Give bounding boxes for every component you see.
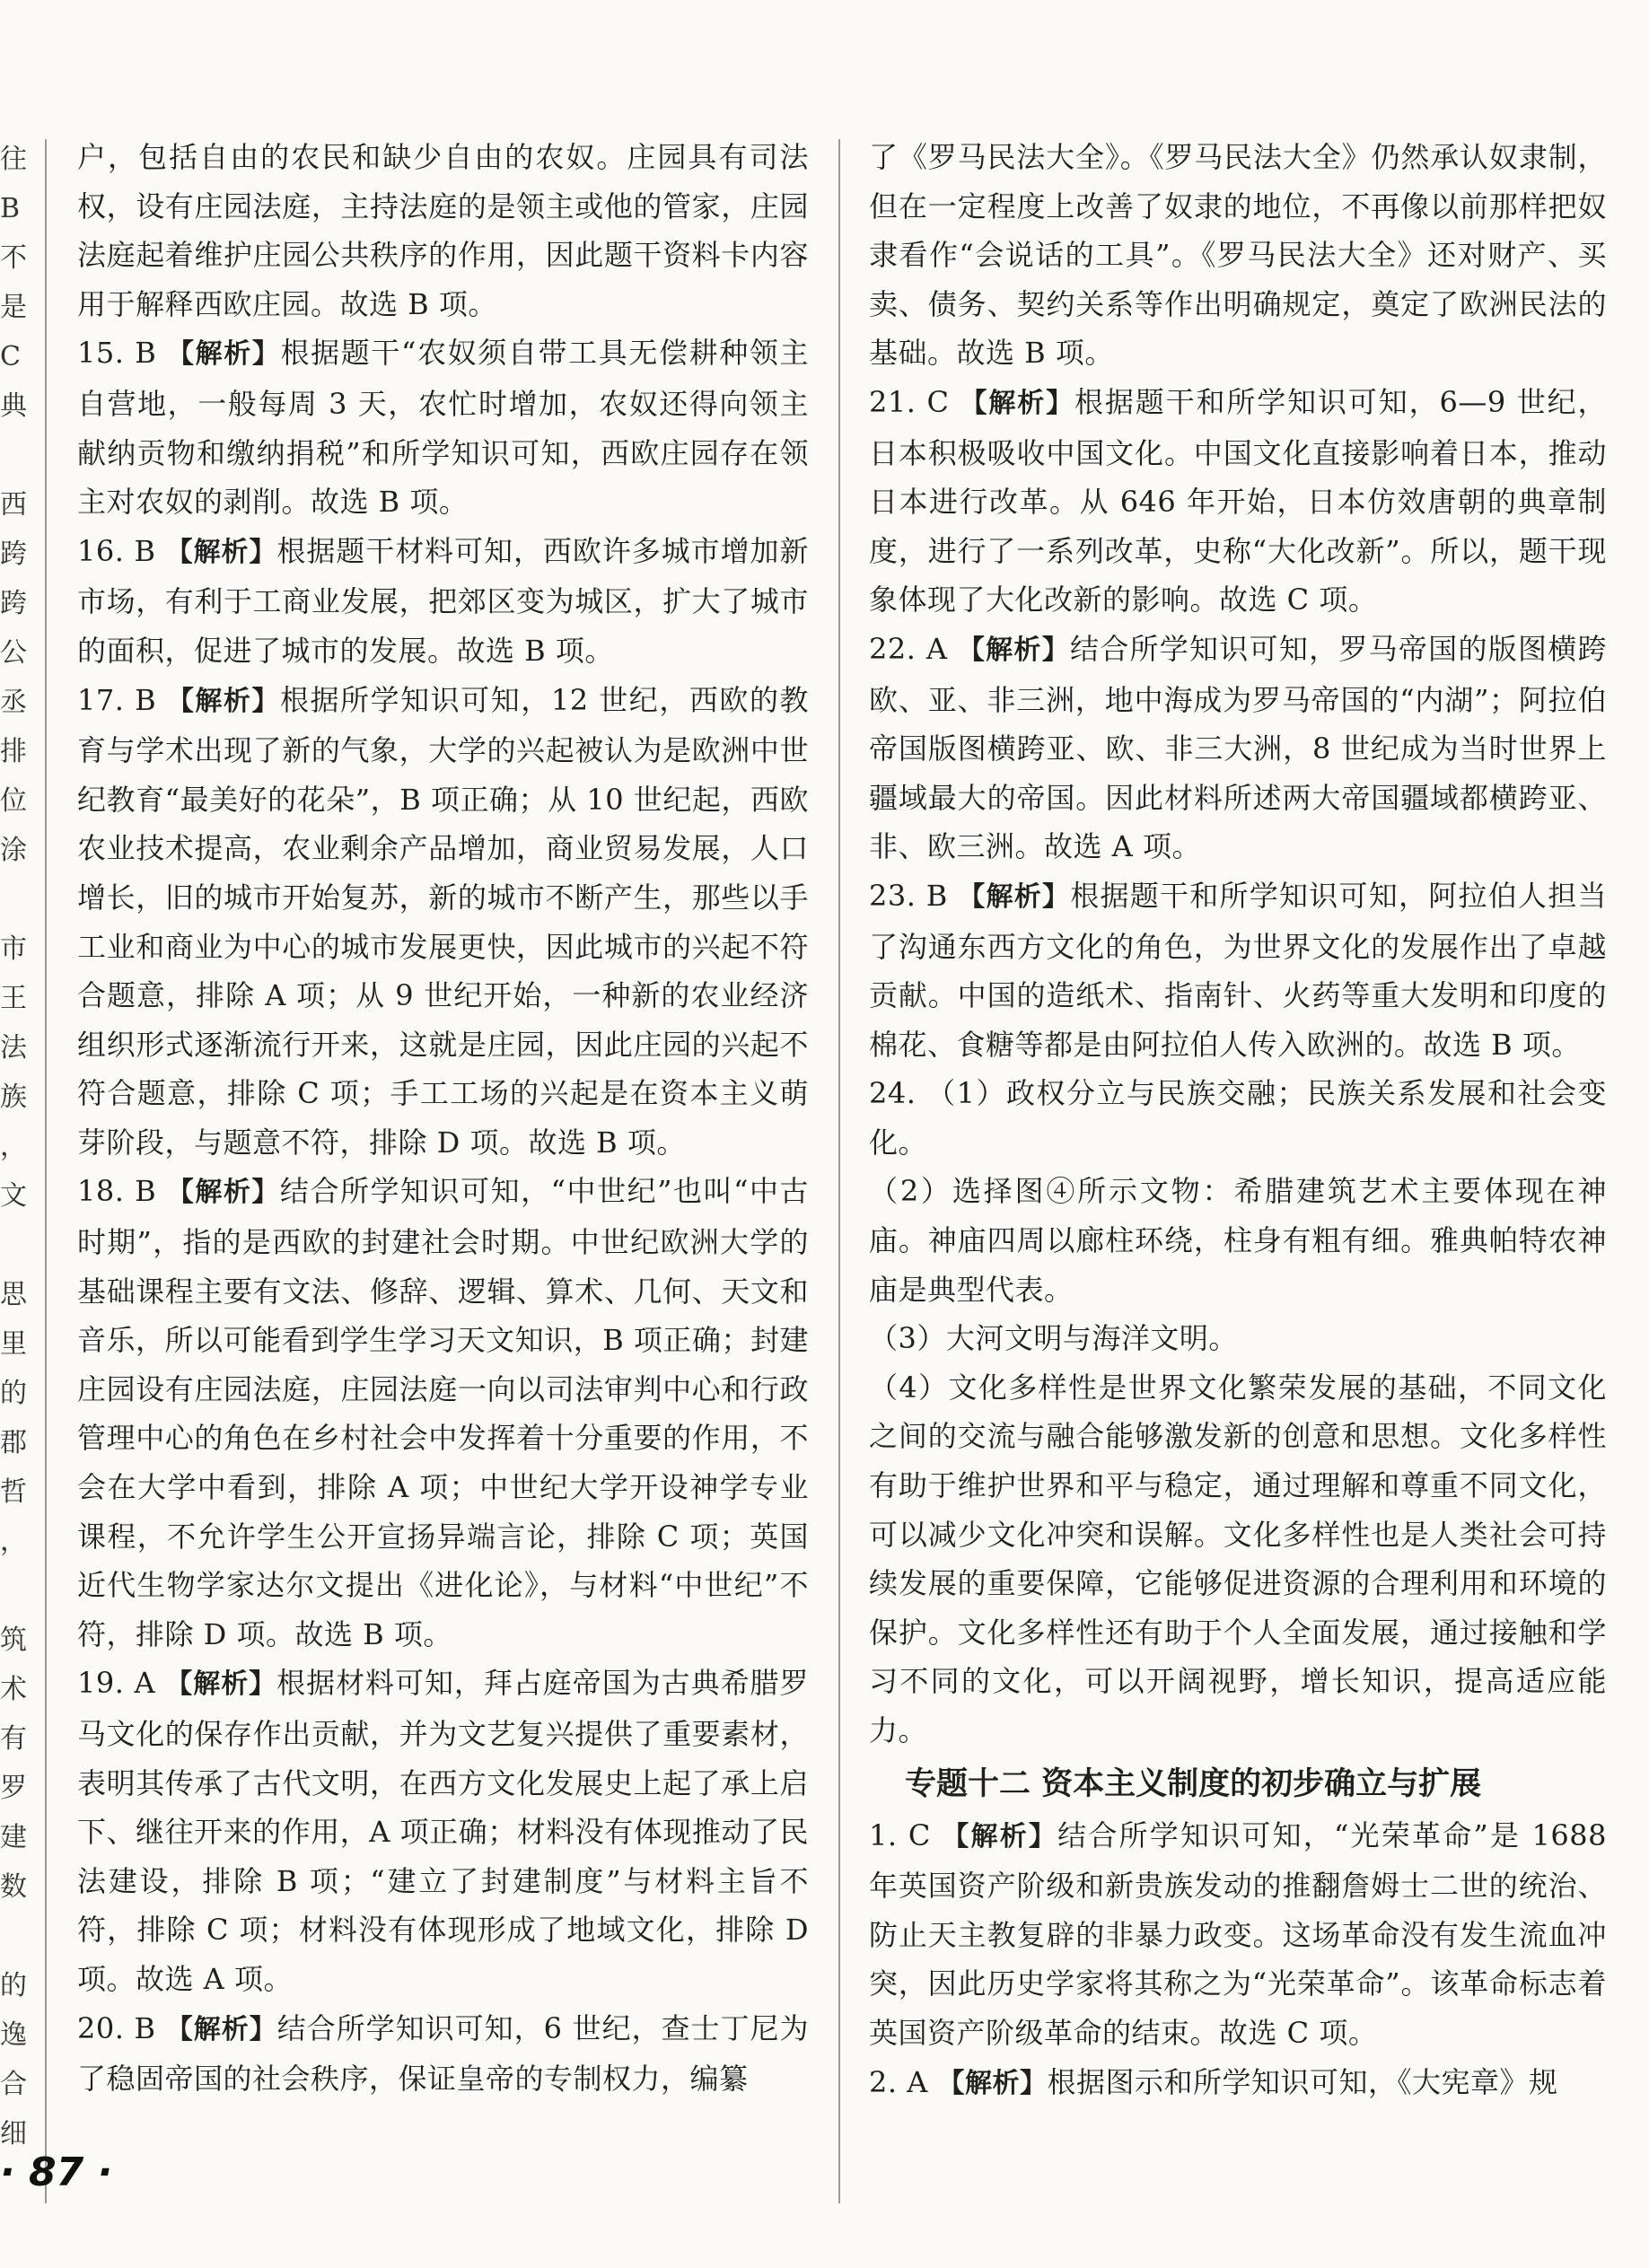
question-number: 20. B [77, 2010, 166, 2045]
question-number: 2. A [869, 2064, 938, 2099]
margin-char [0, 431, 27, 480]
answer-text: 根据所学知识可知，12 世纪，西欧的教育与学术出现了新的气象，大学的兴起被认为是欧洲中世纪教育“最美好的花朵”，B 项正确；从 10 世纪起，西欧农业技术提高，农业剩余产品增加，商业贸易发展，人口增长，旧的城市开始复苏，新的城市不断产生，那些以手工业和商业为中心的城市发展更快，因此城市的兴起不符合题意，排除 A 项；从 9 世纪开始，一种新的农业经济组织形式逐渐流行开来，这就是庄园，因此庄园的兴起不符合题意，排除 C 项；手工工场的兴起是在资本主义萌芽阶段，与题意不符，排除 D 项。故选 B 项。 [77, 682, 809, 1160]
answer-paragraph [77, 527, 809, 676]
question-number: 24. [869, 1076, 927, 1111]
margin-char: 罗 [0, 1773, 27, 1804]
answer-text: 结合所学知识可知，“光荣革命”是 1688 年英国资产阶级和新贵族发动的推翻詹姆士二世的统治、防止天主教复辟的非暴力政变。这场革命没有发生流血冲突，因此历史学家将其称之为“光荣革命”。该革命标志着英国资产阶级革命的结束。故选 C 项。 [869, 1817, 1607, 2050]
margin-char: 有 [0, 1723, 27, 1755]
analysis-tag: 【解析】 [165, 1668, 277, 1701]
answer-text: 结合所学知识可知，6 世纪，查士丁尼为了稳固帝国的社会秩序，保证皇帝的专制权力，编纂 [77, 2010, 810, 2097]
margin-char: B [0, 193, 21, 224]
margin-char: 哲 [0, 1476, 27, 1508]
margin-char: 逸 [0, 2019, 27, 2051]
margin-char: 的 [0, 1970, 27, 2001]
answer-paragraph [77, 676, 809, 1168]
answer-paragraph [869, 378, 1607, 625]
section-heading: 专题十二 资本主义制度的初步确立与扩展 [905, 1765, 1482, 1802]
margin-char [0, 875, 27, 924]
margin-char: 合 [0, 2069, 27, 2100]
right-column [869, 133, 1607, 2108]
margin-char: 排 [0, 736, 27, 767]
margin-char: 位 [0, 785, 27, 817]
answer-text: （1）政权分立与民族交融；民族关系发展和社会变化。 [869, 1076, 1607, 1160]
question-number: 19. A [77, 1666, 166, 1701]
margin-char: 西 [0, 489, 27, 521]
left-column [77, 133, 809, 2104]
question-number: 17. B [77, 682, 167, 717]
answer-text: 户，包括自由的农民和缺少自由的农奴。庄园具有司法权，设有庄园法庭，主持法庭的是领主或他的管家，庄园法庭起着维护庄园公共秩序的作用，因此题干资料卡内容用于解释西欧庄园。故选 B 项。 [77, 140, 809, 321]
answer-text: 结合所学知识可知，罗马帝国的版图横跨欧、亚、非三洲，地中海成为罗马帝国的“内湖”；阿拉伯帝国版图横跨亚、欧、非三大洲，8 世纪成为当时世界上疆域最大的帝国。因此材料所述两大帝国疆域都横跨亚、非、欧三洲。故选 A 项。 [869, 631, 1608, 864]
answer-text: （3）大河文明与海洋文明。 [869, 1321, 1238, 1356]
analysis-tag: 【解析】 [958, 880, 1071, 913]
analysis-tag: 【解析】 [167, 338, 281, 371]
analysis-tag: 【解析】 [166, 1177, 280, 1209]
question-number: 1. C [869, 1817, 943, 1852]
page-number: · 87 · [0, 2150, 113, 2195]
margin-char [0, 1566, 27, 1616]
margin-char: ， [0, 1526, 27, 1557]
analysis-tag: 【解析】 [960, 387, 1074, 419]
analysis-tag: 【解析】 [942, 1820, 1058, 1852]
answer-paragraph [869, 133, 1607, 378]
margin-char: 涂 [0, 835, 27, 866]
answer-text: 根据题干和所学知识可知，6—9 世纪，日本积极吸收中国文化。中国文化直接影响着日本，推动日本进行改革。从 646 年开始，日本仿效唐朝的典章制度，进行了一系列改革，史称“大化改新”。所以，题干现象体现了大化改新的影响。故选 C 项。 [869, 384, 1607, 617]
answer-paragraph [869, 1811, 1607, 2058]
margin-char: 不 [0, 242, 27, 274]
margin-char: 法 [0, 1032, 27, 1064]
answer-paragraph [77, 133, 809, 328]
answer-text: 根据题干和所学知识可知，阿拉伯人担当了沟通东西方文化的角色，为世界文化的发展作出了卓越贡献。中国的造纸术、指南针、火药等重大发明和印度的棉花、食糖等都是由阿拉伯人传入欧洲的。故选 B 项。 [869, 878, 1607, 1062]
margin-char: 数 [0, 1871, 27, 1903]
margin-char: 思 [0, 1279, 27, 1310]
answer-paragraph [869, 1167, 1607, 1314]
question-number: 22. A [869, 631, 958, 666]
margin-char: 筑 [0, 1624, 27, 1656]
margin-char: 公 [0, 637, 27, 669]
margin-char: 往 [0, 144, 27, 175]
analysis-tag: 【解析】 [165, 2013, 277, 2045]
answer-text: 根据题干材料可知，西欧许多城市增加新市场，有利于工商业发展，把郊区变为城区，扩大了城市的面积，促进了城市的发展。故选 B 项。 [77, 533, 809, 668]
margin-char: 的 [0, 1378, 27, 1409]
margin-char: 里 [0, 1328, 27, 1360]
margin-char: 文 [0, 1180, 27, 1212]
margin-char: 丞 [0, 687, 27, 718]
center-divider [838, 139, 840, 2203]
answer-text: 根据题干“农奴须自带工具无偿耕种领主自营地，一般每周 3 天，农忙时增加，农奴还得向领主献纳贡物和缴纳捐税”和所学知识可知，西欧庄园存在领主对农奴的剥削。故选 B 项。 [77, 336, 809, 520]
answer-text: （2）选择图④所示文物：希腊建筑艺术主要体现在神庙。神庙四周以廊柱环绕，柱身有粗有细。雅典帕特农神庙是典型代表。 [869, 1174, 1607, 1307]
answer-text: 根据材料可知，拜占庭帝国为古典希腊罗马文化的保存作出贡献，并为文艺复兴提供了重要素材，表明其传承了古代文明，在西方文化发展史上起了承上启下、继往开来的作用，A 项正确；材料没有体现推动了民法建设，排除 B 项；“建立了封建制度”与材料主旨不符，排除 C 项；材料没有体现形成了地域文化，排除 D 项。故选 A 项。 [77, 1666, 810, 1996]
margin-char: 跨 [0, 539, 27, 570]
margin-char: 市 [0, 933, 27, 965]
answer-paragraph [869, 1314, 1607, 1363]
cropped-margin-text [0, 135, 27, 2217]
answer-paragraph [77, 328, 809, 526]
answer-paragraph [869, 871, 1607, 1069]
question-number: 15. B [77, 336, 167, 371]
answer-text: 了《罗马民法大全》。《罗马民法大全》仍然承认奴隶制，但在一定程度上改善了奴隶的地位，不再像以前那样把奴隶看作“会说话的工具”。《罗马民法大全》还对财产、买卖、债务、契约关系等作出明确规定，奠定了欧洲民法的基础。故选 B 项。 [869, 140, 1607, 371]
answer-paragraph [77, 2004, 809, 2104]
answer-paragraph [869, 1363, 1607, 1756]
analysis-tag: 【解析】 [957, 634, 1070, 666]
analysis-tag: 【解析】 [937, 2067, 1048, 2099]
margin-char: 术 [0, 1674, 27, 1705]
margin-char [0, 1221, 27, 1270]
margin-char: 细 [0, 2118, 27, 2150]
answer-paragraph [869, 2058, 1607, 2109]
answer-paragraph [77, 1167, 809, 1659]
answer-text: （4）文化多样性是世界文化繁荣发展的基础，不同文化之间的交流与融合能够激发新的创意和思想。文化多样性有助于维护世界和平与稳定，通过理解和尊重不同文化，可以减少文化冲突和误解。文化多样性也是人类社会可持续发展的重要保障，它能够促进资源的合理利用和环境的保护。文化多样性还有助于个人全面发展，通过接触和学习不同的文化，可以开阔视野，增长知识，提高适应能力。 [869, 1370, 1607, 1747]
margin-char: 跨 [0, 588, 27, 619]
question-number: 21. C [869, 384, 960, 419]
margin-char: C [0, 341, 21, 372]
answer-paragraph [869, 1069, 1607, 1167]
analysis-tag: 【解析】 [165, 536, 277, 568]
margin-char [0, 1912, 27, 1961]
answer-text: 结合所学知识可知，“中世纪”也叫“中古时期”，指的是西欧的封建社会时期。中世纪欧洲大学的基础课程主要有文法、修辞、逻辑、算术、几何、天文和音乐，所以可能看到学生学习天文知识，B 项正确；封建庄园设有庄园法庭，庄园法庭一向以司法审判中心和行政管理中心的角色在乡村社会中发挥着十分重要的作用，不会在大学中看到，排除 A 项；中世纪大学开设神学专业课程，不允许学生公开宣扬异端言论，排除 C 项；英国近代生物学家达尔文提出《进化论》，与材料“中世纪”不符，排除 D 项。故选 B 项。 [77, 1174, 809, 1651]
margin-char: 郡 [0, 1427, 27, 1458]
margin-char: 族 [0, 1081, 27, 1113]
question-number: 18. B [77, 1174, 167, 1209]
analysis-tag: 【解析】 [166, 685, 280, 717]
margin-char: 王 [0, 983, 27, 1014]
answer-paragraph [77, 1659, 809, 2003]
question-number: 16. B [77, 533, 166, 568]
margin-char: 是 [0, 292, 27, 323]
answer-paragraph [869, 625, 1607, 871]
margin-char: ， [0, 1131, 27, 1162]
question-number: 23. B [869, 878, 959, 913]
left-divider [45, 139, 47, 2203]
answer-text: 根据图示和所学知识可知，《大宪章》规 [1047, 2064, 1558, 2099]
margin-char: 典 [0, 390, 27, 422]
margin-char: 建 [0, 1822, 27, 1853]
